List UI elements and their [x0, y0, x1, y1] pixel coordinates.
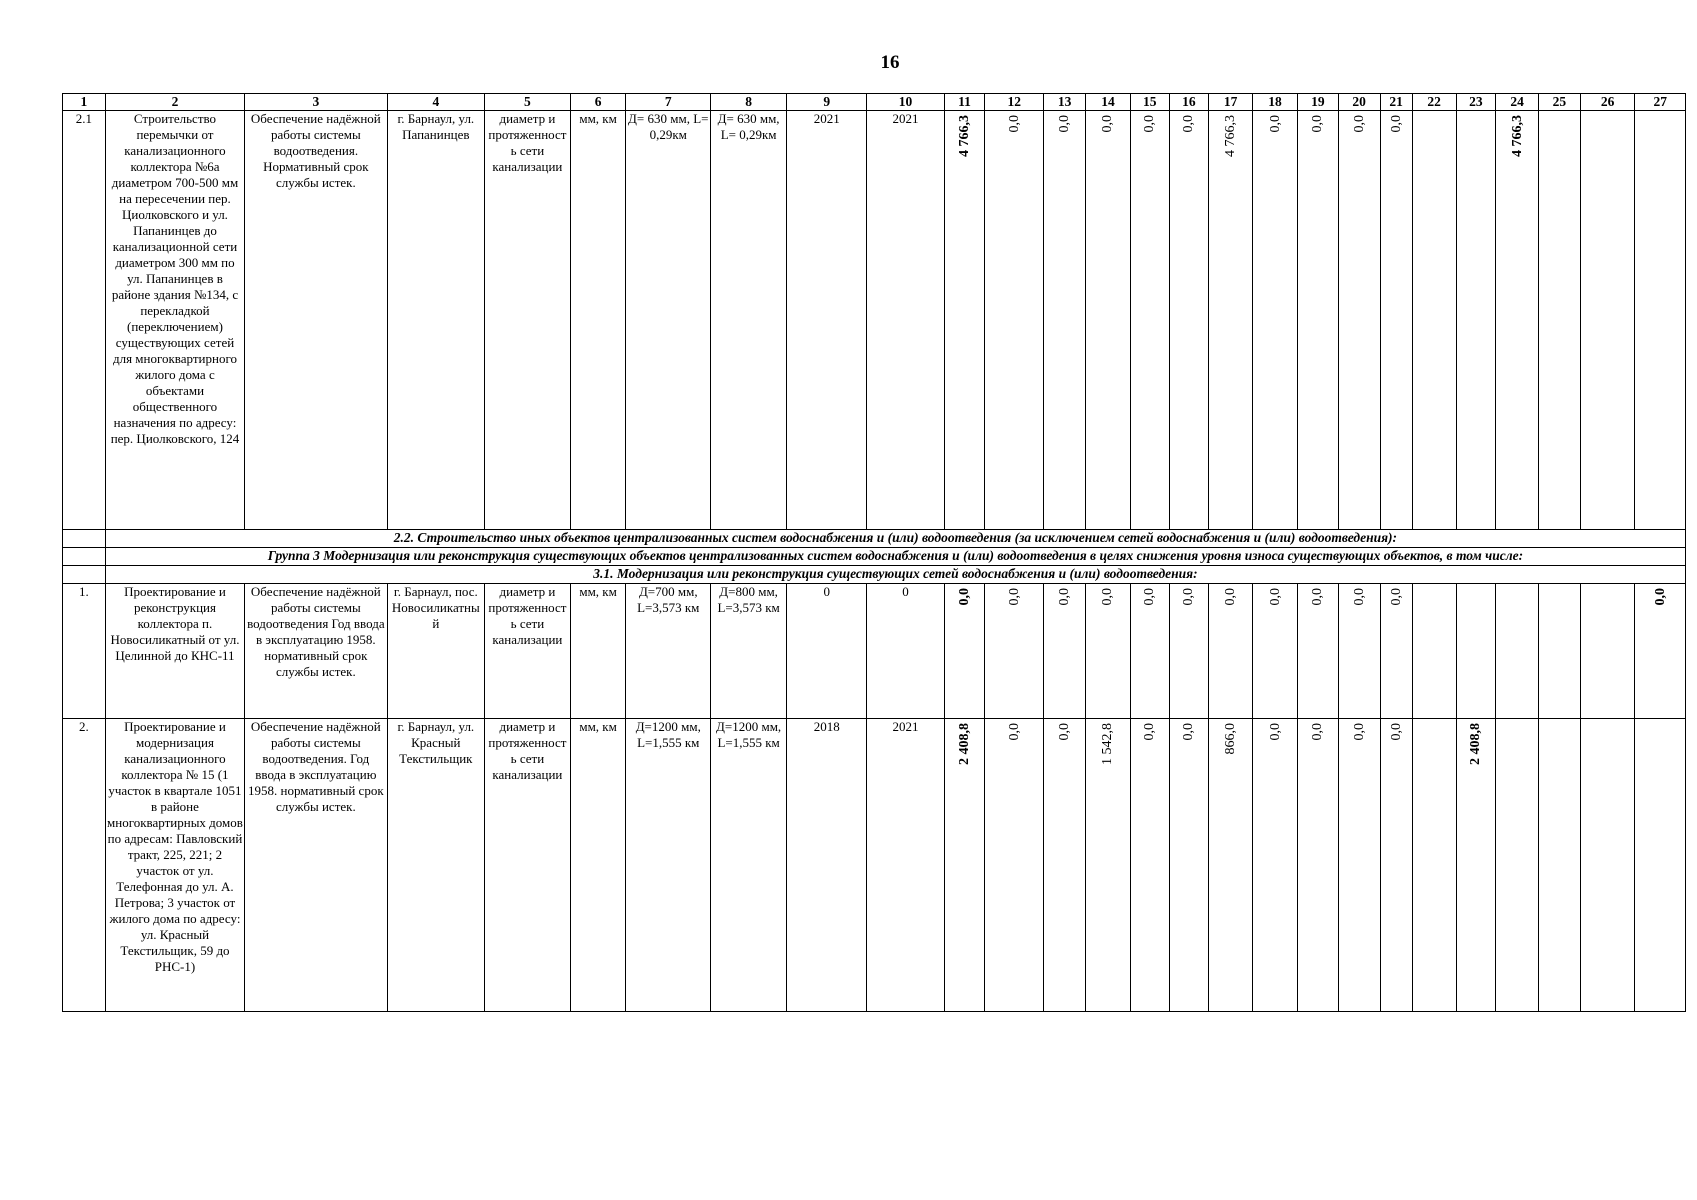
cost-value: 0,0	[1310, 115, 1326, 133]
row-number: 2.	[63, 719, 106, 1012]
col-header: 19	[1298, 94, 1339, 111]
cost-value: 0,0	[1100, 115, 1116, 133]
value-after: Д=1200 мм, L=1,555 км	[711, 719, 787, 1012]
unit: мм, км	[570, 111, 626, 530]
cost-value: 0,0	[1181, 115, 1197, 133]
col-header: 22	[1412, 94, 1456, 111]
col-header: 27	[1635, 94, 1686, 111]
row-number: 1.	[63, 584, 106, 719]
col-header: 26	[1580, 94, 1635, 111]
cost-value: 0,0	[1388, 115, 1404, 133]
cost-value: 1 542,8	[1100, 723, 1116, 765]
cost-value: 0,0	[1310, 723, 1326, 741]
cost-value: 0,0	[1006, 115, 1022, 133]
col-header: 21	[1380, 94, 1412, 111]
cost-value: 0,0	[1181, 723, 1197, 741]
col-header: 14	[1085, 94, 1130, 111]
cost-value: 2 408,8	[1468, 723, 1484, 765]
cost-value: 0,0	[1351, 588, 1367, 606]
table-row	[63, 111, 1686, 530]
cost-value: 0,0	[1267, 588, 1283, 606]
location: г. Барнаул, ул. Красный Текстильщик	[387, 719, 484, 1012]
location: г. Барнаул, пос. Новосиликатный	[387, 584, 484, 719]
parameter-name: диаметр и протяженность сети канализации	[485, 719, 571, 1012]
section-title-3-1: 3.1. Модернизация или реконструкция существующих сетей водоснабжения и (или) водоотведения:	[105, 566, 1685, 584]
object-name: Проектирование и модернизация канализационного коллектора № 15 (1 участок в квартале 1051 в районе многоквартирных домов по адресам: Павловский тракт, 225, 221; 2 участок от ул. Телефонная до ул. А. Петрова; 3 участок от жилого дома по адресу: ул. Красный Текстильщик, 59 до РНС-1)	[105, 719, 244, 1012]
justification: Обеспечение надёжной работы системы водоотведения Год ввода в эксплуатацию 1958. нормативный срок службы истек.	[245, 584, 387, 719]
cost-value: 2 408,8	[956, 723, 972, 765]
cost-value: 0,0	[1223, 588, 1239, 606]
cost-value: 0,0	[1057, 723, 1073, 741]
cost-value: 0,0	[1006, 588, 1022, 606]
object-name: Проектирование и реконструкция коллектора п. Новосиликатный от ул. Целинной до КНС-11	[105, 584, 244, 719]
col-header: 18	[1253, 94, 1298, 111]
cost-value: 0,0	[1142, 115, 1158, 133]
unit: мм, км	[570, 584, 626, 719]
value-before: Д=1200 мм, L=1,555 км	[626, 719, 711, 1012]
cost-value: 0,0	[1388, 723, 1404, 741]
cost-value: 0,0	[1057, 588, 1073, 606]
section-title-group-3: Группа 3 Модернизация или реконструкция существующих объектов централизованных систем водоснабжения и (или) водоотведения в целях снижения уровня износа существующих объектов, в том числе:	[105, 548, 1685, 566]
col-header: 24	[1496, 94, 1539, 111]
cost-value: 0,0	[1351, 723, 1367, 741]
col-header: 16	[1169, 94, 1209, 111]
value-before: Д=700 мм, L=3,573 км	[626, 584, 711, 719]
cost-value: 0,0	[1652, 588, 1668, 606]
cost-value: 0,0	[1267, 723, 1283, 741]
col-header: 15	[1130, 94, 1169, 111]
year-end: 0	[867, 584, 944, 719]
parameter-name: диаметр и протяженность сети канализации	[485, 584, 571, 719]
cost-value: 0,0	[1142, 723, 1158, 741]
cost-value: 0,0	[1351, 115, 1367, 133]
year-end: 2021	[867, 111, 944, 530]
col-header: 7	[626, 94, 711, 111]
section-row	[63, 566, 1686, 584]
col-header: 4	[387, 94, 484, 111]
col-header: 10	[867, 94, 944, 111]
year-end: 2021	[867, 719, 944, 1012]
table-row	[63, 719, 1686, 1012]
cost-value: 0,0	[1057, 115, 1073, 133]
cost-value: 4 766,3	[1509, 115, 1525, 157]
location: г. Барнаул, ул. Папанинцев	[387, 111, 484, 530]
year-start: 0	[787, 584, 867, 719]
cost-value: 0,0	[1142, 588, 1158, 606]
col-header: 25	[1539, 94, 1581, 111]
year-start: 2018	[787, 719, 867, 1012]
section-title-2-2: 2.2. Строительство иных объектов централизованных систем водоснабжения и (или) водоотведения (за исключением сетей водоснабжения и (или) водоотведения):	[105, 530, 1685, 548]
table-row	[63, 584, 1686, 719]
cost-value: 0,0	[1388, 588, 1404, 606]
cost-value: 0,0	[1267, 115, 1283, 133]
page-number: 16	[880, 52, 900, 73]
section-row	[63, 530, 1686, 548]
row-number: 2.1	[63, 111, 106, 530]
justification: Обеспечение надёжной работы системы водоотведения. Год ввода в эксплуатацию 1958. нормативный срок службы истек.	[245, 719, 387, 1012]
cost-value: 4 766,3	[956, 115, 972, 157]
col-header: 17	[1209, 94, 1253, 111]
cost-value: 4 766,3	[1223, 115, 1239, 157]
cost-value: 0,0	[1006, 723, 1022, 741]
value-after: Д=800 мм, L=3,573 км	[711, 584, 787, 719]
col-header: 6	[570, 94, 626, 111]
investment-program-table	[62, 93, 1686, 1012]
header-row	[63, 94, 1686, 111]
value-after: Д= 630 мм, L= 0,29км	[711, 111, 787, 530]
col-header: 3	[245, 94, 387, 111]
parameter-name: диаметр и протяженность сети канализации	[485, 111, 571, 530]
value-before: Д= 630 мм, L= 0,29км	[626, 111, 711, 530]
unit: мм, км	[570, 719, 626, 1012]
col-header: 9	[787, 94, 867, 111]
cost-value: 0,0	[1100, 588, 1116, 606]
year-start: 2021	[787, 111, 867, 530]
col-header: 20	[1338, 94, 1380, 111]
col-header: 2	[105, 94, 244, 111]
cost-value: 0,0	[1310, 588, 1326, 606]
justification: Обеспечение надёжной работы системы водоотведения. Нормативный срок службы истек.	[245, 111, 387, 530]
col-header: 5	[485, 94, 571, 111]
col-header: 1	[63, 94, 106, 111]
object-name: Строительство перемычки от канализационного коллектора №6а диаметром 700-500 мм на пересечении пер. Циолковского и ул. Папанинцев до канализационной сети диаметром 300 мм по ул. Папанинцев в районе здания №134, с перекладкой (переключением) существующих сетей для многоквартирного жилого дома с объектами общественного назначения по адресу: пер. Циолковского, 124	[105, 111, 244, 530]
section-row	[63, 548, 1686, 566]
cost-value: 0,0	[1181, 588, 1197, 606]
col-header: 8	[711, 94, 787, 111]
cost-value: 866,0	[1223, 723, 1239, 755]
cost-value: 0,0	[956, 588, 972, 606]
col-header: 23	[1456, 94, 1496, 111]
col-header: 13	[1044, 94, 1086, 111]
col-header: 11	[944, 94, 985, 111]
col-header: 12	[985, 94, 1044, 111]
